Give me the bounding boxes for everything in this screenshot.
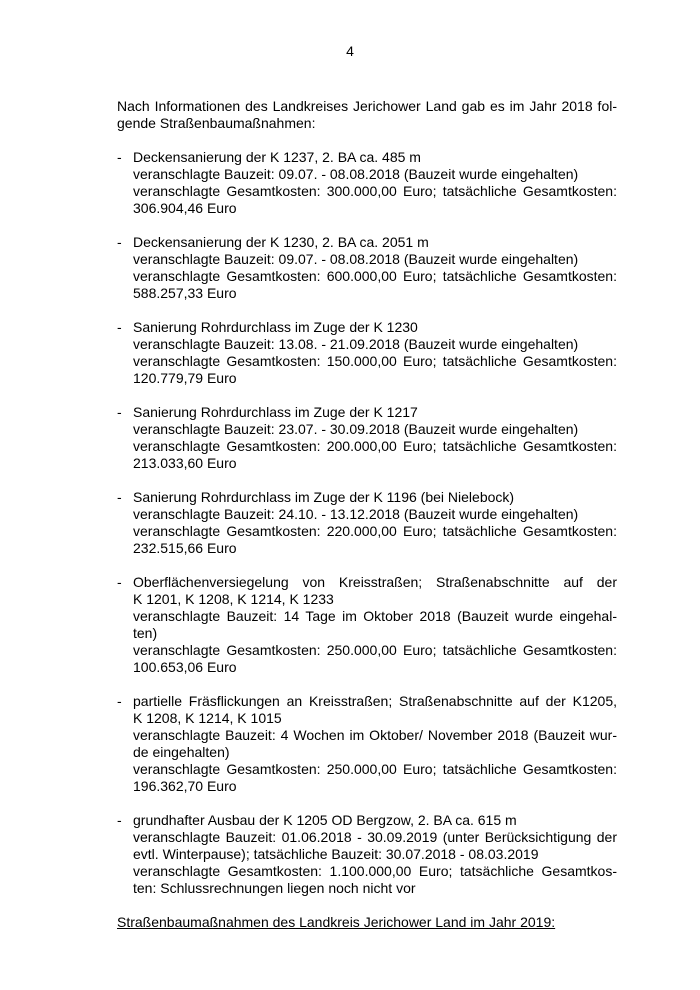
- measure-line: 213.033,60 Euro: [133, 455, 237, 471]
- measure-line: veranschlagte Gesamtkosten: 220.000,00 Euro; tatsächliche Gesamtkosten:: [133, 523, 617, 539]
- measure-line: veranschlagte Bauzeit: 24.10. - 13.12.2018 (Bauzeit wurde eingehalten): [133, 506, 579, 522]
- measure-title: partielle Fräsflickungen an Kreisstraßen; Straßenabschnitte auf der K1205,: [133, 693, 617, 709]
- intro-paragraph: [117, 98, 617, 132]
- measure-line: veranschlagte Bauzeit: 09.07. - 08.08.2018 (Bauzeit wurde eingehalten): [133, 166, 579, 182]
- bullet-dash: -: [117, 404, 122, 420]
- measure-line: K 1208, K 1214, K 1015: [133, 710, 282, 726]
- measure-title: Sanierung Rohrdurchlass im Zuge der K 1196 (bei Nielebock): [133, 489, 515, 505]
- measure-line: 232.515,66 Euro: [133, 540, 237, 556]
- measure-line: ten): [133, 625, 158, 641]
- list-item: [117, 404, 617, 472]
- measure-title: Sanierung Rohrdurchlass im Zuge der K 1217: [133, 404, 418, 420]
- bullet-dash: -: [117, 574, 122, 590]
- measure-line: veranschlagte Bauzeit: 23.07. - 30.09.2018 (Bauzeit wurde eingehalten): [133, 421, 579, 437]
- bullet-dash: -: [117, 693, 122, 709]
- list-item: [117, 489, 617, 557]
- measure-line: veranschlagte Bauzeit: 13.08. - 21.09.2018 (Bauzeit wurde eingehalten): [133, 336, 579, 352]
- measure-line: veranschlagte Bauzeit: 09.07. - 08.08.2018 (Bauzeit wurde eingehalten): [133, 251, 579, 267]
- measure-line: veranschlagte Gesamtkosten: 200.000,00 Euro; tatsächliche Gesamtkosten:: [133, 438, 617, 454]
- measure-title: Deckensanierung der K 1237, 2. BA ca. 485 m: [133, 149, 421, 165]
- intro-line: Nach Informationen des Landkreises Jerichower Land gab es im Jahr 2018 fol-: [117, 98, 617, 114]
- measure-line: veranschlagte Gesamtkosten: 300.000,00 Euro; tatsächliche Gesamtkosten:: [133, 183, 617, 199]
- document-body: [117, 98, 617, 931]
- list-item: [117, 149, 617, 217]
- measure-title: grundhafter Ausbau der K 1205 OD Bergzow, 2. BA ca. 615 m: [133, 812, 517, 828]
- measure-line: veranschlagte Gesamtkosten: 250.000,00 Euro; tatsächliche Gesamtkosten:: [133, 761, 617, 777]
- list-item: [117, 574, 617, 676]
- bullet-dash: -: [117, 149, 122, 165]
- bullet-dash: -: [117, 812, 122, 828]
- list-item: [117, 812, 617, 897]
- intro-line: gende Straßenbaumaßnahmen:: [117, 115, 316, 131]
- measure-title: Sanierung Rohrdurchlass im Zuge der K 1230: [133, 319, 418, 335]
- measure-line: veranschlagte Gesamtkosten: 250.000,00 Euro; tatsächliche Gesamtkosten:: [133, 642, 617, 658]
- list-item: [117, 234, 617, 302]
- measure-line: ten: Schlussrechnungen liegen noch nicht vor: [133, 880, 416, 896]
- measures-list: [117, 149, 617, 897]
- measure-line: 120.779,79 Euro: [133, 370, 237, 386]
- bullet-dash: -: [117, 319, 122, 335]
- measure-line: 100.653,06 Euro: [133, 659, 237, 675]
- bullet-dash: -: [117, 234, 122, 250]
- measure-line: veranschlagte Bauzeit: 14 Tage im Oktober 2018 (Bauzeit wurde eingehal-: [133, 608, 617, 624]
- measure-line: veranschlagte Bauzeit: 01.06.2018 - 30.09.2019 (unter Berücksichtigung der: [133, 829, 617, 845]
- measure-line: 588.257,33 Euro: [133, 285, 237, 301]
- measure-line: veranschlagte Gesamtkosten: 600.000,00 Euro; tatsächliche Gesamtkosten:: [133, 268, 617, 284]
- measure-line: 196.362,70 Euro: [133, 778, 237, 794]
- page-number: 4: [346, 43, 354, 59]
- measure-line: veranschlagte Bauzeit: 4 Wochen im Oktober/ November 2018 (Bauzeit wur-: [133, 727, 617, 743]
- measure-line: evtl. Winterpause); tatsächliche Bauzeit: 30.07.2018 - 08.03.2019: [133, 846, 539, 862]
- list-item: [117, 693, 617, 795]
- measure-line: K 1201, K 1208, K 1214, K 1233: [133, 591, 334, 607]
- measure-line: veranschlagte Gesamtkosten: 150.000,00 Euro; tatsächliche Gesamtkosten:: [133, 353, 617, 369]
- measure-title: Oberflächenversiegelung von Kreisstraßen; Straßenabschnitte auf der: [133, 574, 617, 590]
- measure-line: veranschlagte Gesamtkosten: 1.100.000,00 Euro; tatsächliche Gesamtkos-: [133, 863, 617, 879]
- list-item: [117, 319, 617, 387]
- measure-line: de eingehalten): [133, 744, 230, 760]
- measure-title: Deckensanierung der K 1230, 2. BA ca. 2051 m: [133, 234, 429, 250]
- measure-line: 306.904,46 Euro: [133, 200, 237, 216]
- section-heading-2019: Straßenbaumaßnahmen des Landkreis Jerichower Land im Jahr 2019:: [117, 914, 556, 930]
- bullet-dash: -: [117, 489, 122, 505]
